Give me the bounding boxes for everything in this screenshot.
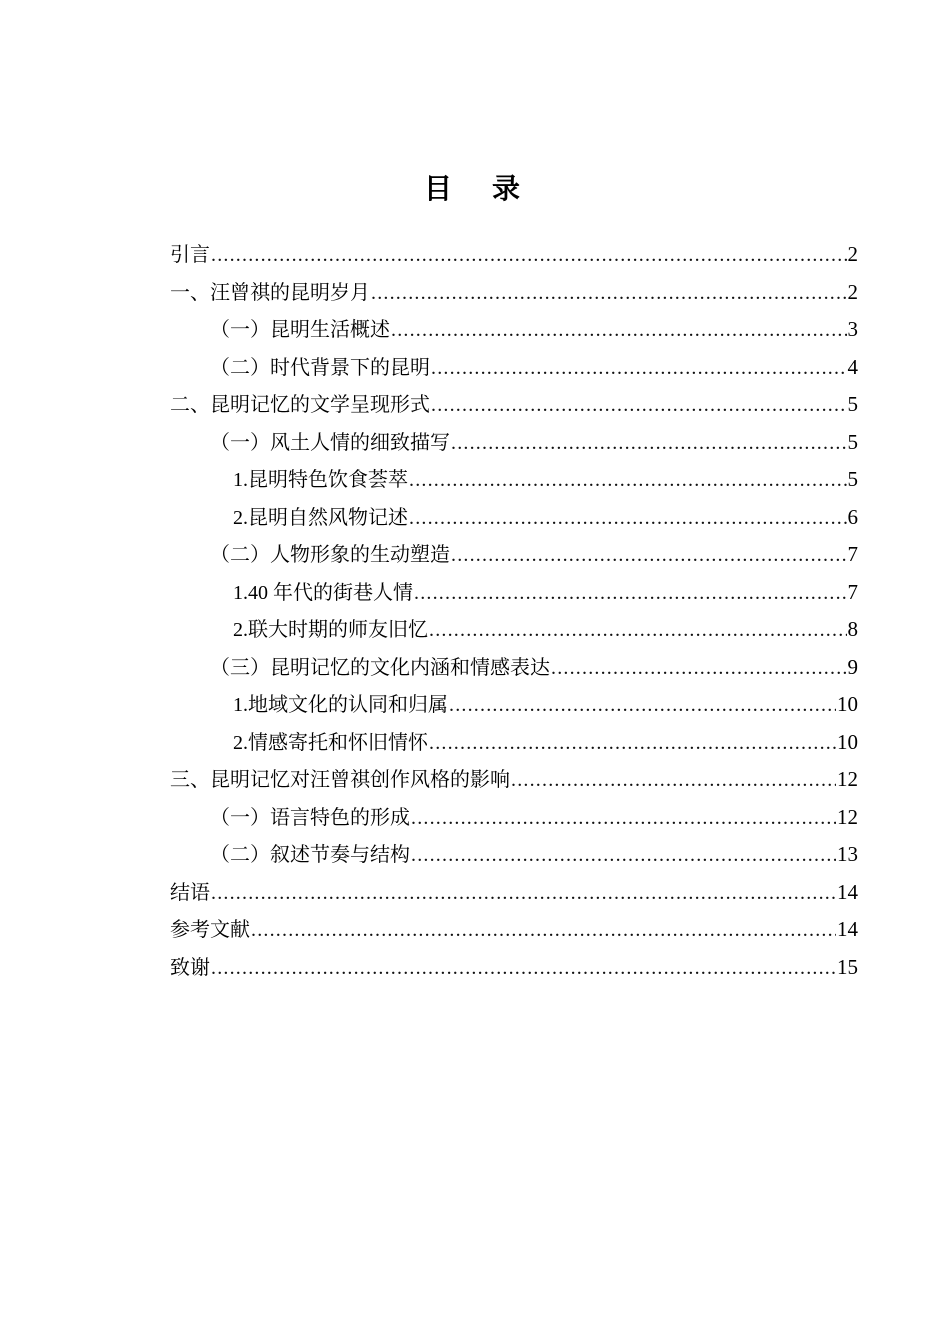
- toc-entry-label: （二）叙述节奏与结构: [210, 844, 410, 866]
- toc-entry-label: 1.40 年代的街巷人情: [233, 581, 413, 604]
- toc-dot-leader: [409, 500, 847, 538]
- toc-entry-label: 2.联大时期的师友旧忆: [233, 619, 428, 641]
- toc-entry-label: （二）人物形象的生动塑造: [210, 544, 450, 566]
- toc-entry-page: 14: [837, 917, 858, 941]
- toc-dot-leader: [251, 912, 836, 950]
- toc-entry-label: 二、昆明记忆的文学呈现形式: [170, 394, 430, 416]
- toc-entry-page: 13: [837, 842, 858, 866]
- toc-entry[interactable]: [170, 611, 858, 649]
- toc-entry-page: 7: [847, 542, 858, 566]
- toc-entry-label: 1.昆明特色饮食荟萃: [233, 469, 408, 491]
- toc-dot-leader: [449, 687, 836, 725]
- toc-entry-page: 9: [847, 654, 858, 679]
- toc-entry-label: 2.昆明自然风物记述: [233, 506, 408, 529]
- toc-entry-label: 2.情感寄托和怀旧情怀: [233, 731, 428, 754]
- toc-dot-leader: [409, 462, 847, 500]
- toc-entry-page: 4: [847, 354, 858, 379]
- toc-entry-page: 10: [837, 729, 858, 754]
- toc-entry-page: 10: [837, 692, 858, 716]
- toc-entry-label: 三、昆明记忆对汪曾祺创作风格的影响: [170, 769, 510, 791]
- toc-dot-leader: [211, 950, 836, 988]
- toc-entry[interactable]: [170, 424, 858, 462]
- toc-entry-label: （二）时代背景下的昆明: [210, 356, 430, 379]
- toc-dot-leader: [429, 725, 836, 763]
- toc-entry[interactable]: [170, 949, 858, 987]
- toc-entry[interactable]: [170, 836, 858, 874]
- toc-dot-leader: [431, 350, 847, 388]
- table-of-contents: [0, 236, 950, 986]
- toc-dot-leader: [411, 800, 836, 838]
- toc-entry-label: 参考文献: [170, 919, 250, 941]
- toc-entry-page: 7: [847, 579, 858, 604]
- toc-entry-label: 引言: [170, 244, 210, 266]
- toc-entry-page: 6: [847, 504, 858, 529]
- toc-dot-leader: [411, 837, 836, 875]
- toc-entry[interactable]: [170, 799, 858, 837]
- toc-title: 目 录: [423, 174, 526, 205]
- toc-dot-leader: [211, 237, 847, 275]
- toc-entry-label: 致谢: [170, 956, 210, 979]
- toc-entry-page: 8: [847, 617, 858, 641]
- toc-dot-leader: [391, 312, 847, 350]
- toc-entry[interactable]: [170, 461, 858, 499]
- toc-dot-leader: [429, 612, 847, 650]
- toc-entry[interactable]: [170, 649, 858, 687]
- toc-dot-leader: [451, 425, 847, 463]
- toc-entry[interactable]: [170, 724, 858, 762]
- toc-entry[interactable]: [170, 536, 858, 574]
- toc-entry-page: 3: [847, 317, 858, 341]
- toc-dot-leader: [371, 275, 847, 313]
- toc-entry-label: （三）昆明记忆的文化内涵和情感表达: [210, 656, 550, 679]
- toc-entry[interactable]: [170, 386, 858, 424]
- toc-entry-page: 2: [847, 242, 858, 266]
- toc-entry-page: 15: [837, 954, 858, 979]
- toc-entry-label: （一）语言特色的形成: [210, 806, 410, 829]
- toc-entry[interactable]: [170, 236, 858, 274]
- toc-entry[interactable]: [170, 761, 858, 799]
- toc-dot-leader: [211, 875, 836, 913]
- toc-entry[interactable]: [170, 686, 858, 724]
- toc-entry-page: 12: [837, 767, 858, 791]
- toc-entry-page: 5: [847, 467, 858, 491]
- toc-entry-label: 1.地域文化的认同和归属: [233, 694, 448, 716]
- toc-entry-label: （一）昆明生活概述: [210, 319, 390, 341]
- toc-entry[interactable]: [170, 499, 858, 537]
- toc-dot-leader: [511, 762, 836, 800]
- toc-entry[interactable]: [170, 349, 858, 387]
- toc-entry[interactable]: [170, 274, 858, 312]
- toc-entry-page: 5: [847, 429, 858, 454]
- toc-entry[interactable]: [170, 311, 858, 349]
- toc-dot-leader: [431, 387, 847, 425]
- toc-entry-label: （一）风土人情的细致描写: [210, 431, 450, 454]
- toc-dot-leader: [414, 575, 847, 613]
- toc-entry-page: 12: [837, 804, 858, 829]
- toc-entry-page: 14: [837, 879, 858, 904]
- toc-entry[interactable]: [170, 574, 858, 612]
- toc-dot-leader: [451, 537, 847, 575]
- toc-entry-label: 一、汪曾祺的昆明岁月: [170, 281, 370, 304]
- toc-entry-page: 5: [847, 392, 858, 416]
- toc-entry-page: 2: [847, 279, 858, 304]
- toc-entry[interactable]: [170, 911, 858, 949]
- toc-entry-label: 结语: [170, 881, 210, 904]
- toc-dot-leader: [551, 650, 847, 688]
- toc-entry[interactable]: [170, 874, 858, 912]
